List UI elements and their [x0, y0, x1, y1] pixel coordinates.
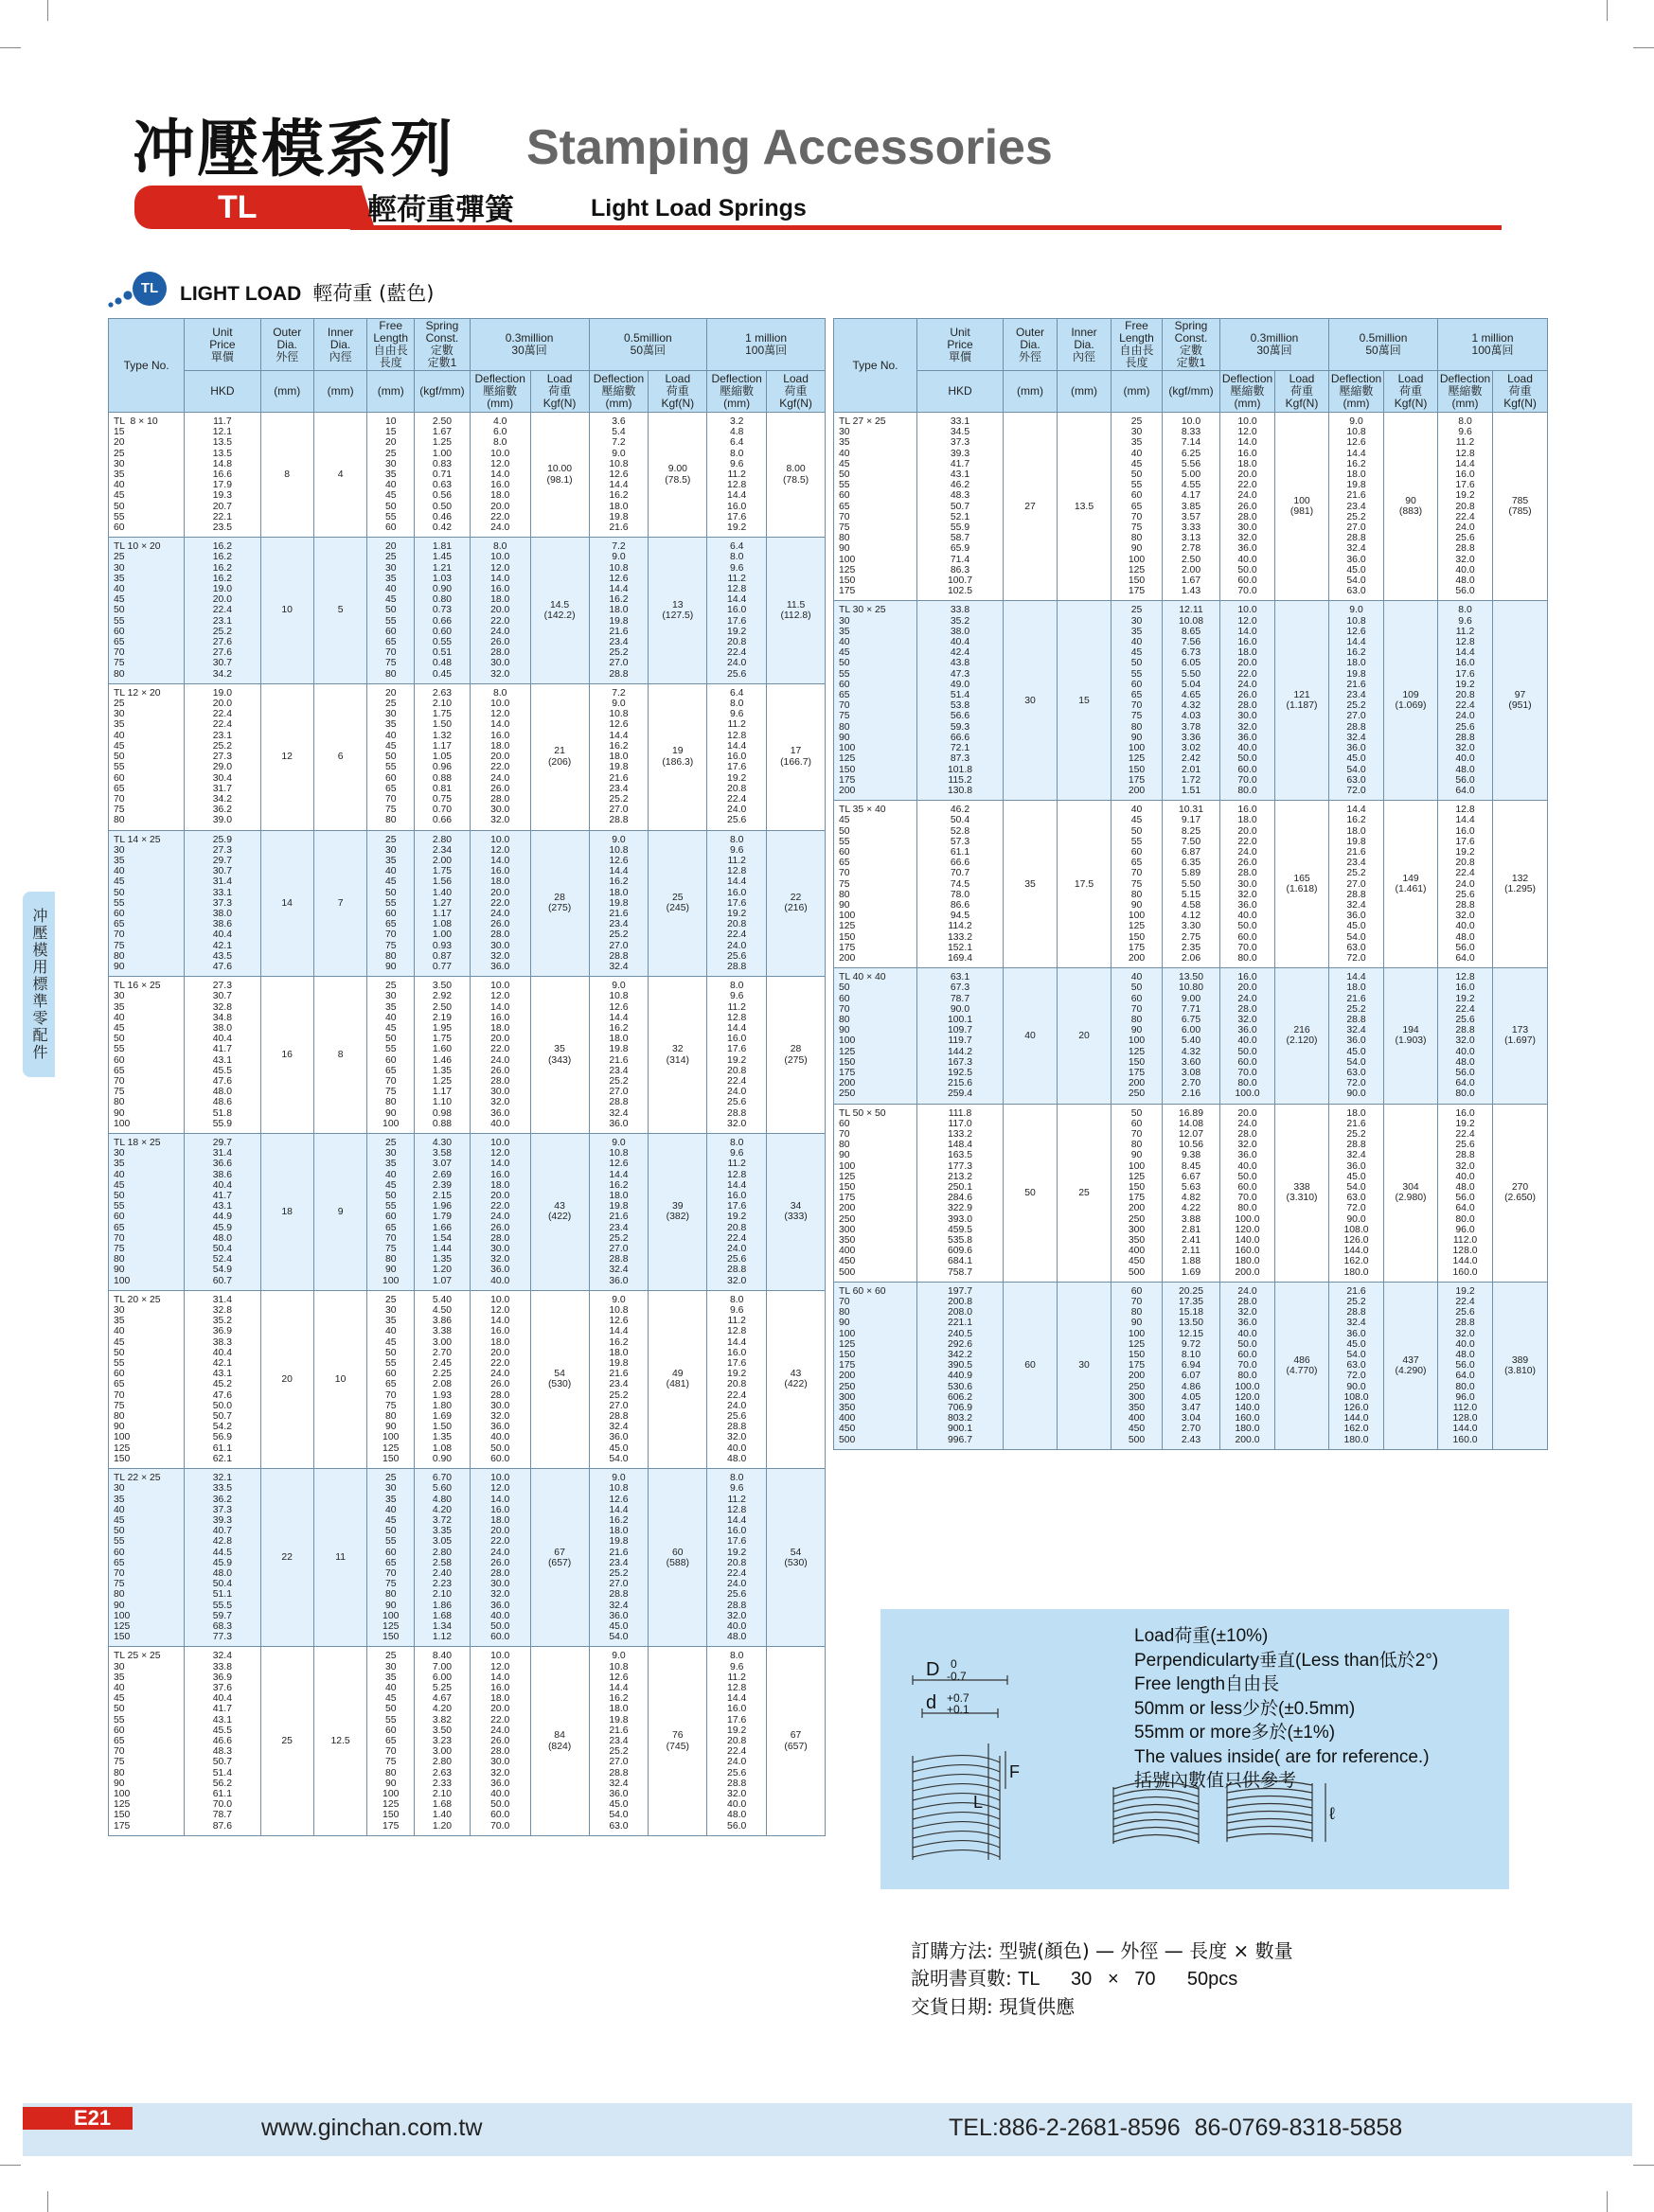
- order-method-row: [911, 1938, 1293, 1965]
- cell-od: 10: [260, 538, 313, 684]
- cell-d05: 3.6 5.4 7.2 9.0 10.8 12.6 14.4 16.2 18.0 19.8 21.6: [589, 413, 649, 538]
- cell-len: 25 30 35 40 45 50 55 60 65 70 75 80 90 100 125 150: [367, 1469, 415, 1647]
- cell-d05: 14.4 16.2 18.0 19.8 21.6 23.4 25.2 27.0 28.8 32.4 36.0 45.0 54.0 63.0 72.0: [1329, 801, 1384, 968]
- cell-len: 25 30 35 40 45 50 55 60 65 70 75 80 90 100 125 150 175: [1112, 413, 1163, 601]
- col-type-no: Type No.: [834, 319, 917, 413]
- cell-l05: 194 (1.903): [1384, 968, 1438, 1104]
- col-unit-mm: (mm): [367, 371, 415, 413]
- cell-type: TL 22 × 25 30 35 40 45 50 55 60 65 70 75 80 90 100 125 150: [109, 1469, 185, 1647]
- cell-l05: 39 (382): [649, 1134, 707, 1291]
- cell-od: 40: [1004, 968, 1058, 1104]
- col-unit-hkd: HKD: [917, 371, 1004, 413]
- delivery-value: 現貨供應: [999, 1995, 1076, 2018]
- cell-k: 16.89 14.08 12.07 10.56 9.38 8.45 6.67 5.63 4.82 4.22 3.88 2.81 2.41 2.11 1.88 1.69: [1163, 1104, 1220, 1282]
- figure-note-line: Free length自由長: [1134, 1674, 1280, 1694]
- cell-l03: 54 (530): [530, 1290, 589, 1468]
- label-L: L: [973, 1793, 984, 1812]
- col-life-1: 1 million 100萬回: [1438, 319, 1548, 371]
- cell-l03: 35 (343): [530, 977, 589, 1134]
- col-unit-hkd: HKD: [185, 371, 260, 413]
- cell-price: 16.2 16.2 16.2 16.2 19.0 20.0 22.4 23.1 25.2 27.6 27.6 30.7 34.2: [185, 538, 260, 684]
- cell-l05: 13 (127.5): [649, 538, 707, 684]
- col-free-length: Free Length 自由長 長度: [1112, 319, 1163, 371]
- cell-id: 11: [313, 1469, 366, 1647]
- cell-l03: 10.00 (98.1): [530, 413, 589, 538]
- cell-l03: 338 (3.310): [1275, 1104, 1329, 1282]
- cell-od: 27: [1004, 413, 1058, 601]
- col-load: Load 荷重 Kgf(N): [1275, 371, 1329, 413]
- spring-group-row: [109, 1134, 826, 1291]
- tol-D-lower: -0.7: [947, 1670, 967, 1683]
- spring-group-row: [109, 1469, 826, 1647]
- cell-type: TL 35 × 40 45 50 55 60 65 70 75 80 90 100 125 150 175 200: [834, 801, 917, 968]
- cell-id: 10: [313, 1290, 366, 1468]
- cell-len: 25 30 35 40 45 50 55 60 65 70 75 80 90: [367, 830, 415, 977]
- crop-mark: [47, 0, 48, 21]
- cell-len: 25 30 35 40 45 50 55 60 65 70 75 80 90 100 125 150: [367, 1290, 415, 1468]
- cell-len: 25 30 35 40 45 50 55 60 65 70 75 80 90 100 125 150 175 200: [1112, 601, 1163, 801]
- cell-l1: 173 (1.697): [1493, 968, 1548, 1104]
- col-deflection: Deflection 壓縮數 (mm): [1438, 371, 1493, 413]
- cell-len: 10 15 20 25 30 35 40 45 50 55 60: [367, 413, 415, 538]
- label-F: F: [1009, 1762, 1020, 1781]
- crop-mark: [47, 2191, 48, 2212]
- cell-l05: 437 (4.290): [1384, 1282, 1438, 1449]
- cell-od: 12: [260, 683, 313, 830]
- cell-id: 9: [313, 1134, 366, 1291]
- cell-type: TL 20 × 25 30 35 40 45 50 55 60 65 70 75 80 90 100 125 150: [109, 1290, 185, 1468]
- cell-type: TL 50 × 50 60 70 80 90 100 125 150 175 200 250 300 350 400 450 500: [834, 1104, 917, 1282]
- cell-od: 30: [1004, 601, 1058, 801]
- cell-id: 17.5: [1058, 801, 1112, 968]
- cell-k: 10.31 9.17 8.25 7.50 6.87 6.35 5.89 5.50 5.15 4.58 4.12 3.30 2.75 2.35 2.06: [1163, 801, 1220, 968]
- col-outer-dia: Outer Dia. 外徑: [1004, 319, 1058, 371]
- section-badge: TL: [133, 272, 167, 306]
- cell-l03: 216 (2.120): [1275, 968, 1329, 1104]
- col-life-03: 0.3million 30萬回: [1220, 319, 1329, 371]
- cell-len: 60 70 80 90 100 125 150 175 200 250 300 350 400 450 500: [1112, 1282, 1163, 1449]
- cell-price: 25.9 27.3 29.7 30.7 31.4 33.1 37.3 38.0 38.6 40.4 42.1 43.5 47.6: [185, 830, 260, 977]
- cell-l05: 32 (314): [649, 977, 707, 1134]
- crop-mark: [1633, 2165, 1654, 2166]
- page-number: E21: [23, 2107, 133, 2130]
- cell-l03: 67 (657): [530, 1469, 589, 1647]
- label-d: d: [926, 1692, 937, 1713]
- cell-d03: 24.0 28.0 32.0 36.0 40.0 50.0 60.0 70.0 80.0 100.0 120.0 140.0 160.0 180.0 200.0: [1220, 1282, 1275, 1449]
- cell-d03: 20.0 24.0 28.0 32.0 36.0 40.0 50.0 60.0 70.0 80.0 100.0 120.0 140.0 160.0 180.0 200.0: [1220, 1104, 1275, 1282]
- tol-d-lower: +0.1: [947, 1703, 969, 1716]
- cell-k: 2.63 2.10 1.75 1.50 1.32 1.17 1.05 0.96 0.88 0.81 0.75 0.70 0.66: [415, 683, 471, 830]
- cell-d03: 10.0 12.0 14.0 16.0 18.0 20.0 22.0 24.0 26.0 28.0 30.0 32.0 36.0 40.0 50.0 60.0 70.0: [470, 1647, 530, 1835]
- cell-id: 30: [1058, 1282, 1112, 1449]
- cell-price: 111.8 117.0 133.2 148.4 163.5 177.3 213.2 250.1 284.6 322.9 393.0 459.5 535.8 609.6 684.1 758.7: [917, 1104, 1004, 1282]
- cell-k: 1.81 1.45 1.21 1.03 0.90 0.80 0.73 0.66 0.60 0.55 0.51 0.48 0.45: [415, 538, 471, 684]
- cell-d1: 6.4 8.0 9.6 11.2 12.8 14.4 16.0 17.6 19.2 20.8 22.4 24.0 25.6: [707, 683, 767, 830]
- cell-l1: 54 (530): [767, 1469, 826, 1647]
- spring-group-row: [109, 538, 826, 684]
- col-life-05: 0.5million 50萬回: [589, 319, 707, 371]
- cell-id: 4: [313, 413, 366, 538]
- order-example-label: 說明書頁數:: [911, 1967, 1012, 1990]
- cell-k: 20.25 17.35 15.18 13.50 12.15 9.72 8.10 6.94 6.07 4.86 4.05 3.47 3.04 2.70 2.43: [1163, 1282, 1220, 1449]
- crop-mark: [1633, 47, 1654, 48]
- cell-l05: 60 (588): [649, 1469, 707, 1647]
- col-deflection: Deflection 壓縮數 (mm): [589, 371, 649, 413]
- cell-k: 3.50 2.92 2.50 2.19 1.95 1.75 1.60 1.46 1.35 1.25 1.17 1.10 0.98 0.88: [415, 977, 471, 1134]
- page-title-cn: 冲壓模系列: [133, 113, 454, 186]
- cell-d1: 8.0 9.6 11.2 12.8 14.4 16.0 17.6 19.2 20.8 22.4 24.0 25.6 28.8 32.0: [707, 977, 767, 1134]
- crop-mark: [1607, 2191, 1608, 2212]
- crop-mark: [0, 2165, 21, 2166]
- order-info: [911, 1938, 1293, 2021]
- cell-len: 25 30 35 40 45 50 55 60 65 70 75 80 90 100: [367, 977, 415, 1134]
- col-life-1: 1 million 100萬回: [707, 319, 826, 371]
- tol-d-upper: +0.7: [947, 1691, 969, 1705]
- col-unit-kgf-mm: (kgf/mm): [415, 371, 471, 413]
- cell-price: 33.8 35.2 38.0 40.4 42.4 43.8 47.3 49.0 51.4 53.8 56.6 59.3 66.6 72.1 87.3 101.8 115.2 130.8: [917, 601, 1004, 801]
- col-unit-mm: (mm): [1058, 371, 1112, 413]
- cell-l1: 97 (951): [1493, 601, 1548, 801]
- cell-l1: 28 (275): [767, 977, 826, 1134]
- col-unit-mm: (mm): [260, 371, 313, 413]
- cell-od: 60: [1004, 1282, 1058, 1449]
- side-category-tab: 冲壓模用標準零配件: [23, 892, 55, 1077]
- cell-type: TL 60 × 60 70 80 90 100 125 150 175 200 250 300 350 400 450 500: [834, 1282, 917, 1449]
- cell-id: 7: [313, 830, 366, 977]
- series-badge: TL: [134, 186, 350, 229]
- spring-group-row: [109, 413, 826, 538]
- cell-od: 18: [260, 1134, 313, 1291]
- spring-group-row: [109, 683, 826, 830]
- cell-id: 20: [1058, 968, 1112, 1104]
- col-life-05: 0.5million 50萬回: [1329, 319, 1438, 371]
- cell-d05: 9.0 10.8 12.6 14.4 16.2 18.0 19.8 21.6 23.4 25.2 27.0 28.8 32.4: [589, 830, 649, 977]
- cell-d1: 19.2 22.4 25.6 28.8 32.0 40.0 48.0 56.0 64.0 80.0 96.0 112.0 128.0 144.0 160.0: [1438, 1282, 1493, 1449]
- cell-l03: 28 (275): [530, 830, 589, 977]
- cell-type: TL 18 × 25 30 35 40 45 50 55 60 65 70 75 80 90 100: [109, 1134, 185, 1291]
- cell-k: 10.0 8.33 7.14 6.25 5.56 5.00 4.55 4.17 3.85 3.57 3.33 3.13 2.78 2.50 2.00 1.67 1.43: [1163, 413, 1220, 601]
- cell-d03: 8.0 10.0 12.0 14.0 16.0 18.0 20.0 22.0 24.0 26.0 28.0 30.0 32.0: [470, 538, 530, 684]
- col-unit-price: Unit Price 單價: [185, 319, 260, 371]
- col-load: Load 荷重 Kgf(N): [649, 371, 707, 413]
- col-deflection: Deflection 壓縮數 (mm): [707, 371, 767, 413]
- cell-l05: 19 (186.3): [649, 683, 707, 830]
- cell-d1: 8.0 9.6 11.2 12.8 14.4 16.0 17.6 19.2 20.8 22.4 24.0 25.6 28.8 32.0 40.0 48.0: [707, 1469, 767, 1647]
- cell-d03: 10.0 12.0 14.0 16.0 18.0 20.0 22.0 24.0 26.0 28.0 30.0 32.0 36.0 40.0: [470, 977, 530, 1134]
- cell-k: 8.40 7.00 6.00 5.25 4.67 4.20 3.82 3.50 3.23 3.00 2.80 2.63 2.33 2.10 1.68 1.40 1.20: [415, 1647, 471, 1835]
- cell-od: 14: [260, 830, 313, 977]
- order-example-row: [911, 1965, 1293, 1993]
- cell-d05: 9.0 10.8 12.6 14.4 16.2 18.0 19.8 21.6 23.4 25.2 27.0 28.8 32.4 36.0 45.0 54.0 63.0 72.0: [1329, 601, 1384, 801]
- cell-price: 19.0 20.0 22.4 22.4 23.1 25.2 27.3 29.0 30.4 31.7 34.2 36.2 39.0: [185, 683, 260, 830]
- spring-group-row: [109, 1290, 826, 1468]
- cell-l1: 270 (2.650): [1493, 1104, 1548, 1282]
- cell-k: 2.80 2.34 2.00 1.75 1.56 1.40 1.27 1.17 1.08 1.00 0.93 0.87 0.77: [415, 830, 471, 977]
- col-deflection: Deflection 壓縮數 (mm): [1220, 371, 1275, 413]
- cell-d03: 10.0 12.0 14.0 16.0 18.0 20.0 22.0 24.0 26.0 28.0 30.0 32.0 36.0 40.0: [470, 1134, 530, 1291]
- crop-mark: [0, 47, 21, 48]
- section-title-cn: 輕荷重 (藍色): [312, 282, 435, 305]
- cell-od: 16: [260, 977, 313, 1134]
- figure-note-line: 50mm or less少於(±0.5mm): [1134, 1698, 1356, 1719]
- cell-type: TL 27 × 25 30 35 40 45 50 55 60 65 70 75 80 90 100 125 150 175: [834, 413, 917, 601]
- cell-id: 12.5: [313, 1647, 366, 1835]
- spring-group-row: [834, 1282, 1548, 1449]
- cell-d05: 9.0 10.8 12.6 14.4 16.2 18.0 19.8 21.6 23.4 25.2 27.0 28.8 32.4 36.0 45.0 54.0: [589, 1469, 649, 1647]
- cell-l1: 389 (3.810): [1493, 1282, 1548, 1449]
- cell-l1: 785 (785): [1493, 413, 1548, 601]
- cell-k: 12.11 10.08 8.65 7.56 6.73 6.05 5.50 5.04 4.65 4.32 4.03 3.78 3.36 3.02 2.42 2.01 1.72 1.51: [1163, 601, 1220, 801]
- cell-od: 50: [1004, 1104, 1058, 1282]
- cell-d03: 16.0 20.0 24.0 28.0 32.0 36.0 40.0 50.0 60.0 70.0 80.0 100.0: [1220, 968, 1275, 1104]
- cell-d1: 12.8 14.4 16.0 17.6 19.2 20.8 22.4 24.0 25.6 28.8 32.0 40.0 48.0 56.0 64.0: [1438, 801, 1493, 968]
- decor-dots: [108, 288, 133, 309]
- cell-od: 25: [260, 1647, 313, 1835]
- cell-price: 197.7 200.8 208.0 221.1 240.5 292.6 342.2 390.5 440.9 530.6 606.2 706.9 803.2 900.1 996.7: [917, 1282, 1004, 1449]
- cell-d1: 8.0 9.6 11.2 12.8 14.4 16.0 17.6 19.2 20.8 22.4 24.0 25.6 28.8: [707, 830, 767, 977]
- col-free-length: Free Length 自由長 長度: [367, 319, 415, 371]
- cell-l05: 109 (1.069): [1384, 601, 1438, 801]
- cell-d05: 14.4 18.0 21.6 25.2 28.8 32.4 36.0 45.0 54.0 63.0 72.0 90.0: [1329, 968, 1384, 1104]
- cell-l05: 304 (2.980): [1384, 1104, 1438, 1282]
- cell-l1: 11.5 (112.8): [767, 538, 826, 684]
- cell-k: 2.50 1.67 1.25 1.00 0.83 0.71 0.63 0.56 0.50 0.46 0.42: [415, 413, 471, 538]
- cell-l03: 21 (206): [530, 683, 589, 830]
- cell-l05: 9.00 (78.5): [649, 413, 707, 538]
- spec-table-right: [833, 318, 1548, 1450]
- figure-note-line: The values inside( are for reference.): [1134, 1746, 1430, 1767]
- col-unit-mm: (mm): [1112, 371, 1163, 413]
- col-load: Load 荷重 Kgf(N): [530, 371, 589, 413]
- crop-mark: [1607, 0, 1608, 21]
- cell-len: 20 25 30 35 40 45 50 55 60 65 70 75 80: [367, 683, 415, 830]
- cell-l03: 100 (981): [1275, 413, 1329, 601]
- cell-d1: 8.0 9.6 11.2 12.8 14.4 16.0 17.6 19.2 20.8 22.4 24.0 25.6 28.8 32.0 40.0 48.0 56.0 64.0: [1438, 601, 1493, 801]
- cell-l05: 25 (245): [649, 830, 707, 977]
- cell-l1: 22 (216): [767, 830, 826, 977]
- cell-price: 32.4 33.8 36.9 37.6 40.4 41.7 43.1 45.5 46.6 48.3 50.7 51.4 56.2 61.1 70.0 78.7 87.6: [185, 1647, 260, 1835]
- label-D: D: [926, 1659, 940, 1680]
- cell-d1: 8.0 9.6 11.2 12.8 14.4 16.0 17.6 19.2 20.8 22.4 24.0 25.6 28.8 32.0 40.0 48.0: [707, 1290, 767, 1468]
- spec-table-left: [108, 318, 826, 1836]
- cell-d03: 10.0 12.0 14.0 16.0 18.0 20.0 22.0 24.0 26.0 28.0 30.0 32.0 36.0: [470, 830, 530, 977]
- col-outer-dia: Outer Dia. 外徑: [260, 319, 313, 371]
- cell-l03: 121 (1.187): [1275, 601, 1329, 801]
- cell-d05: 7.2 9.0 10.8 12.6 14.4 16.2 18.0 19.8 21.6 23.4 25.2 27.0 28.8: [589, 538, 649, 684]
- col-load: Load 荷重 Kgf(N): [767, 371, 826, 413]
- cell-type: TL 14 × 25 30 35 40 45 50 55 60 65 70 75 80 90: [109, 830, 185, 977]
- cell-od: 20: [260, 1290, 313, 1468]
- section-title-en: LIGHT LOAD: [180, 283, 302, 305]
- cell-price: 46.2 50.4 52.8 57.3 61.1 66.6 70.7 74.5 78.0 86.6 94.5 114.2 133.2 152.1 169.4: [917, 801, 1004, 968]
- col-deflection: Deflection 壓縮數 (mm): [1329, 371, 1384, 413]
- order-method-value: 型號(顏色) — 外徑 — 長度 × 數量: [999, 1939, 1293, 1962]
- cell-l05: 76 (745): [649, 1647, 707, 1835]
- cell-id: 25: [1058, 1104, 1112, 1282]
- spring-group-row: [834, 1104, 1548, 1282]
- cell-d05: 9.0 10.8 12.6 14.4 16.2 18.0 19.8 21.6 23.4 25.2 27.0 28.8 32.4 36.0 45.0 54.0 63.0: [589, 1647, 649, 1835]
- cell-type: TL 12 × 20 25 30 35 40 45 50 55 60 65 70 75 80: [109, 683, 185, 830]
- cell-d1: 12.8 16.0 19.2 22.4 25.6 28.8 32.0 40.0 48.0 56.0 64.0 80.0: [1438, 968, 1493, 1104]
- cell-l1: 67 (657): [767, 1647, 826, 1835]
- cell-l03: 43 (422): [530, 1134, 589, 1291]
- cell-price: 27.3 30.7 32.8 34.8 38.0 40.4 41.7 43.1 45.5 47.6 48.0 48.6 51.8 55.9: [185, 977, 260, 1134]
- cell-d05: 9.0 10.8 12.6 14.4 16.2 18.0 19.8 21.6 23.4 25.2 27.0 28.8 32.4 36.0: [589, 977, 649, 1134]
- contact-phone: TEL:886-2-2681-8596 86-0769-8318-5858: [949, 2115, 1403, 2141]
- figure-notes: [1134, 1624, 1438, 1794]
- cell-l1: 34 (333): [767, 1134, 826, 1291]
- cell-len: 20 25 30 35 40 45 50 55 60 65 70 75 80: [367, 538, 415, 684]
- cell-price: 31.4 32.8 35.2 36.9 38.3 40.4 42.1 43.1 45.2 47.6 50.0 50.7 54.2 56.9 61.1 62.1: [185, 1290, 260, 1468]
- spring-group-row: [834, 413, 1548, 601]
- cell-id: 13.5: [1058, 413, 1112, 601]
- cell-type: TL 16 × 25 30 35 40 45 50 55 60 65 70 75 80 90 100: [109, 977, 185, 1134]
- cell-d1: 16.0 19.2 22.4 25.6 28.8 32.0 40.0 48.0 56.0 64.0 80.0 96.0 112.0 128.0 144.0 160.0: [1438, 1104, 1493, 1282]
- spring-group-row: [109, 830, 826, 977]
- product-title-cn: 輕荷重彈簧: [367, 193, 514, 227]
- cell-id: 15: [1058, 601, 1112, 801]
- label-l: ℓ: [1329, 1804, 1335, 1823]
- cell-d05: 9.0 10.8 12.6 14.4 16.2 18.0 19.8 21.6 23.4 25.2 27.0 28.8 32.4 36.0 45.0 54.0: [589, 1290, 649, 1468]
- delivery-label: 交貨日期:: [911, 1995, 993, 2018]
- cell-l03: 84 (824): [530, 1647, 589, 1835]
- col-load: Load 荷重 Kgf(N): [1493, 371, 1548, 413]
- cell-price: 33.1 34.5 37.3 39.3 41.7 43.1 46.2 48.3 50.7 52.1 55.9 58.7 65.9 71.4 86.3 100.7 102.5: [917, 413, 1004, 601]
- col-inner-dia: Inner Dia. 內徑: [313, 319, 366, 371]
- cell-od: 35: [1004, 801, 1058, 968]
- cell-id: 6: [313, 683, 366, 830]
- cell-len: 40 50 60 70 80 90 100 125 150 175 200 250: [1112, 968, 1163, 1104]
- cell-d03: 10.0 12.0 14.0 16.0 18.0 20.0 22.0 24.0 26.0 28.0 30.0 32.0 36.0 40.0 50.0 60.0: [470, 1469, 530, 1647]
- cell-d1: 6.4 8.0 9.6 11.2 12.8 14.4 16.0 17.6 19.2 20.8 22.4 24.0 25.6: [707, 538, 767, 684]
- product-title-en: Light Load Springs: [591, 195, 807, 221]
- col-load: Load 荷重 Kgf(N): [1384, 371, 1438, 413]
- figure-note-line: 括號內數值只供參考: [1134, 1771, 1297, 1791]
- cell-price: 32.1 33.5 36.2 37.3 39.3 40.7 42.8 44.5 45.9 48.0 50.4 51.1 55.5 59.7 68.3 77.3: [185, 1469, 260, 1647]
- delivery-row: [911, 1993, 1293, 2021]
- cell-l1: 8.00 (78.5): [767, 413, 826, 538]
- spring-group-row: [834, 601, 1548, 801]
- spring-group-row: [834, 801, 1548, 968]
- col-type-no: Type No.: [109, 319, 185, 413]
- cell-d03: 16.0 18.0 20.0 22.0 24.0 26.0 28.0 30.0 32.0 36.0 40.0 50.0 60.0 70.0 80.0: [1220, 801, 1275, 968]
- cell-l05: 49 (481): [649, 1290, 707, 1468]
- cell-d05: 7.2 9.0 10.8 12.6 14.4 16.2 18.0 19.8 21.6 23.4 25.2 27.0 28.8: [589, 683, 649, 830]
- cell-l05: 90 (883): [1384, 413, 1438, 601]
- col-unit-price: Unit Price 單價: [917, 319, 1004, 371]
- cell-od: 8: [260, 413, 313, 538]
- col-spring-const: Spring Const. 定數 定數1: [415, 319, 471, 371]
- cell-id: 5: [313, 538, 366, 684]
- cell-l05: 149 (1.461): [1384, 801, 1438, 968]
- cell-d05: 18.0 21.6 25.2 28.8 32.4 36.0 45.0 54.0 63.0 72.0 90.0 108.0 126.0 144.0 162.0 180.0: [1329, 1104, 1384, 1282]
- section-title: [180, 278, 434, 307]
- cell-len: 40 45 50 55 60 65 70 75 80 90 100 125 150 175 200: [1112, 801, 1163, 968]
- cell-k: 13.50 10.80 9.00 7.71 6.75 6.00 5.40 4.32 3.60 3.08 2.70 2.16: [1163, 968, 1220, 1104]
- cell-d1: 3.2 4.8 6.4 8.0 9.6 11.2 12.8 14.4 16.0 17.6 19.2: [707, 413, 767, 538]
- cell-l03: 165 (1.618): [1275, 801, 1329, 968]
- col-unit-mm: (mm): [1004, 371, 1058, 413]
- cell-k: 6.70 5.60 4.80 4.20 3.72 3.35 3.05 2.80 2.58 2.40 2.23 2.10 1.86 1.68 1.34 1.12: [415, 1469, 471, 1647]
- website-link[interactable]: www.ginchan.com.tw: [261, 2115, 483, 2141]
- title-underline: [350, 225, 1502, 230]
- col-unit-mm: (mm): [313, 371, 366, 413]
- cell-od: 22: [260, 1469, 313, 1647]
- order-method-label: 訂購方法:: [911, 1939, 993, 1962]
- cell-l1: 132 (1.295): [1493, 801, 1548, 968]
- col-life-03: 0.3million 30萬回: [470, 319, 589, 371]
- page-title-en: Stamping Accessories: [526, 120, 1053, 175]
- cell-d03: 10.0 12.0 14.0 16.0 18.0 20.0 22.0 24.0 26.0 28.0 30.0 32.0 36.0 40.0 50.0 60.0: [470, 1290, 530, 1468]
- cell-k: 5.40 4.50 3.86 3.38 3.00 2.70 2.45 2.25 2.08 1.93 1.80 1.69 1.50 1.35 1.08 0.90: [415, 1290, 471, 1468]
- cell-d03: 10.0 12.0 14.0 16.0 18.0 20.0 22.0 24.0 26.0 28.0 30.0 32.0 36.0 40.0 50.0 60.0 70.0: [1220, 413, 1275, 601]
- spring-group-row: [109, 1647, 826, 1835]
- cell-d03: 4.0 6.0 8.0 10.0 12.0 14.0 16.0 18.0 20.0 22.0 24.0: [470, 413, 530, 538]
- cell-type: TL 25 × 25 30 35 40 45 50 55 60 65 70 75 80 90 100 125 150 175: [109, 1647, 185, 1835]
- cell-l1: 17 (166.7): [767, 683, 826, 830]
- cell-price: 11.7 12.1 13.5 13.5 14.8 16.6 17.9 19.3 20.7 22.1 23.5: [185, 413, 260, 538]
- cell-price: 29.7 31.4 36.6 38.6 40.4 41.7 43.1 44.9 45.9 48.0 50.4 52.4 54.9 60.7: [185, 1134, 260, 1291]
- cell-d03: 10.0 12.0 14.0 16.0 18.0 20.0 22.0 24.0 26.0 28.0 30.0 32.0 36.0 40.0 50.0 60.0 70.0 80.0: [1220, 601, 1275, 801]
- cell-d1: 8.0 9.6 11.2 12.8 14.4 16.0 17.6 19.2 20.8 22.4 24.0 25.6 28.8 32.0 40.0 48.0 56.0: [707, 1647, 767, 1835]
- spring-group-row: [109, 977, 826, 1134]
- cell-k: 4.30 3.58 3.07 2.69 2.39 2.15 1.96 1.79 1.66 1.54 1.44 1.35 1.20 1.07: [415, 1134, 471, 1291]
- cell-d05: 9.0 10.8 12.6 14.4 16.2 18.0 19.8 21.6 23.4 25.2 27.0 28.8 32.4 36.0 45.0 54.0 63.0: [1329, 413, 1384, 601]
- figure-note-line: Perpendicularty垂直(Less than低於2°): [1134, 1650, 1439, 1671]
- cell-d1: 8.0 9.6 11.2 12.8 14.4 16.0 17.6 19.2 20.8 22.4 24.0 25.6 28.8 32.0: [707, 1134, 767, 1291]
- figure-note-line: 55mm or more多於(±1%): [1134, 1723, 1336, 1743]
- cell-type: TL 10 × 20 25 30 35 40 45 50 55 60 65 70 75 80: [109, 538, 185, 684]
- tol-D-upper: 0: [951, 1657, 957, 1671]
- col-unit-kgf-mm: (kgf/mm): [1163, 371, 1220, 413]
- cell-type: TL 8 × 10 15 20 25 30 35 40 45 50 55 60: [109, 413, 185, 538]
- order-example-value: TL 30 × 70 50pcs: [1018, 1969, 1238, 1990]
- col-spring-const: Spring Const. 定數 定數1: [1163, 319, 1220, 371]
- cell-id: 8: [313, 977, 366, 1134]
- figure-note-line: Load荷重(±10%): [1134, 1626, 1269, 1646]
- cell-l03: 14.5 (142.2): [530, 538, 589, 684]
- cell-l1: 43 (422): [767, 1290, 826, 1468]
- cell-price: 63.1 67.3 78.7 90.0 100.1 109.7 119.7 144.2 167.3 192.5 215.6 259.4: [917, 968, 1004, 1104]
- cell-len: 25 30 35 40 45 50 55 60 65 70 75 80 90 100 125 150 175: [367, 1647, 415, 1835]
- cell-d03: 8.0 10.0 12.0 14.0 16.0 18.0 20.0 22.0 24.0 26.0 28.0 30.0 32.0: [470, 683, 530, 830]
- cell-len: 50 60 70 80 90 100 125 150 175 200 250 300 350 400 450 500: [1112, 1104, 1163, 1282]
- cell-d05: 9.0 10.8 12.6 14.4 16.2 18.0 19.8 21.6 23.4 25.2 27.0 28.8 32.4 36.0: [589, 1134, 649, 1291]
- col-deflection: Deflection 壓縮數 (mm): [470, 371, 530, 413]
- cell-type: TL 30 × 25 30 35 40 45 50 55 60 65 70 75 80 90 100 125 150 175 200: [834, 601, 917, 801]
- cell-len: 25 30 35 40 45 50 55 60 65 70 75 80 90 100: [367, 1134, 415, 1291]
- col-inner-dia: Inner Dia. 內徑: [1058, 319, 1112, 371]
- cell-l03: 486 (4.770): [1275, 1282, 1329, 1449]
- cell-type: TL 40 × 40 50 60 70 80 90 100 125 150 175 200 250: [834, 968, 917, 1104]
- cell-d1: 8.0 9.6 11.2 12.8 14.4 16.0 17.6 19.2 20.8 22.4 24.0 25.6 28.8 32.0 40.0 48.0 56.0: [1438, 413, 1493, 601]
- cell-d05: 21.6 25.2 28.8 32.4 36.0 45.0 54.0 63.0 72.0 90.0 108.0 126.0 144.0 162.0 180.0: [1329, 1282, 1384, 1449]
- spring-group-row: [834, 968, 1548, 1104]
